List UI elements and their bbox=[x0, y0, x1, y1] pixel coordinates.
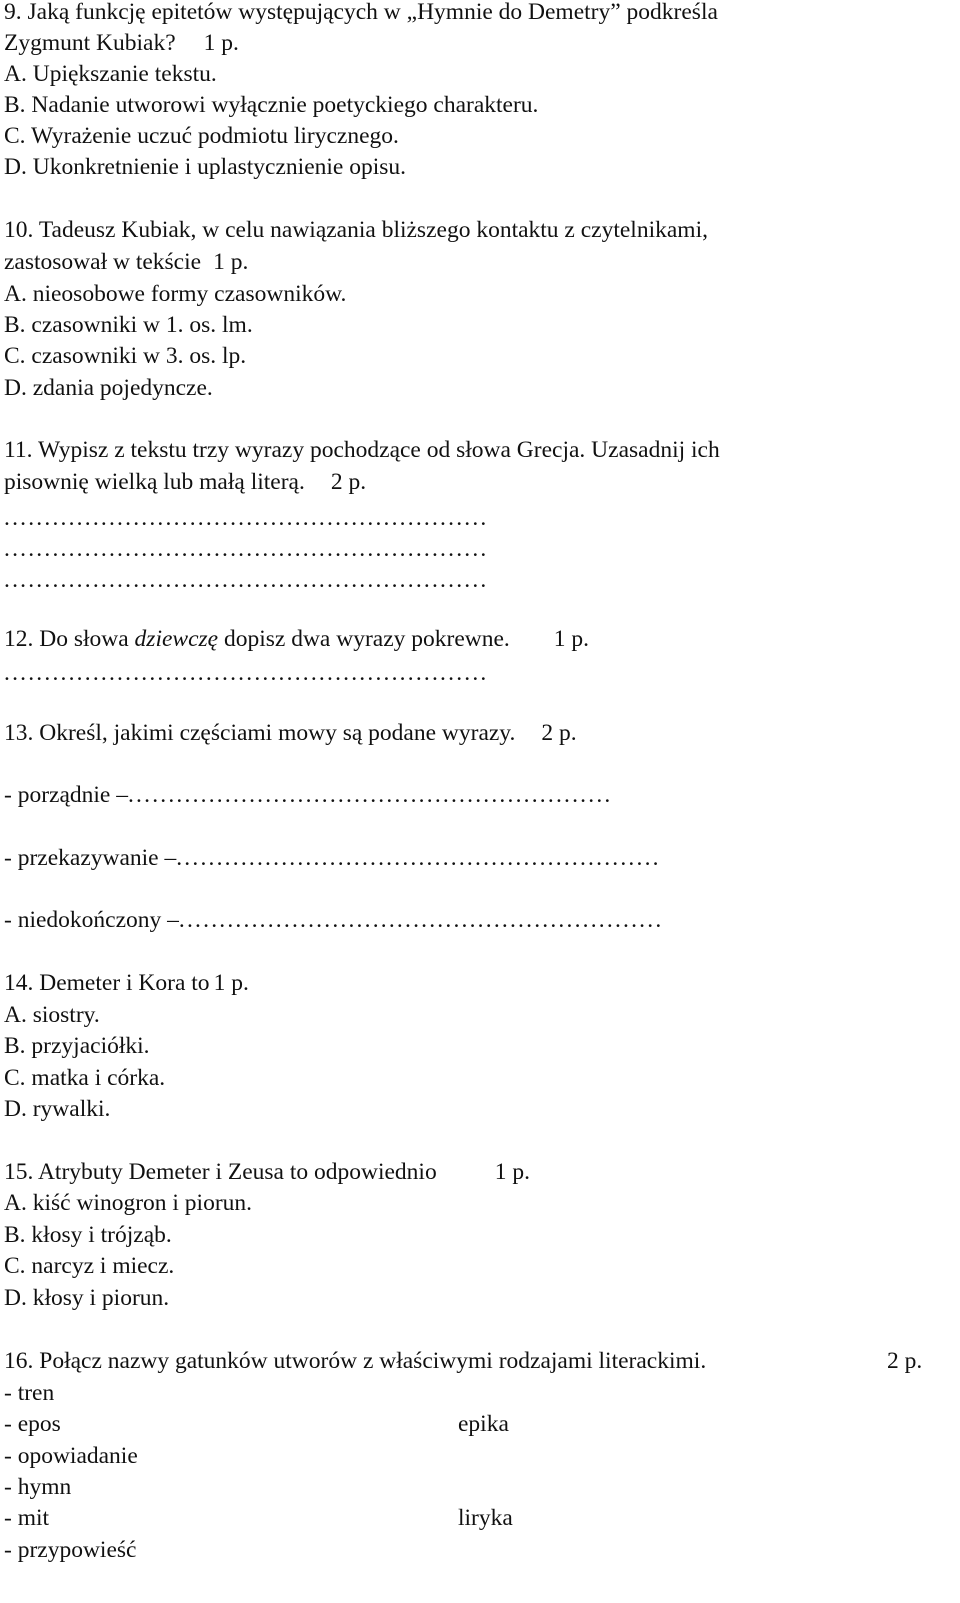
q13-item-2-label: - przekazywanie – bbox=[4, 845, 177, 871]
q16-genre-opowiadanie: - opowiadanie bbox=[4, 1443, 138, 1469]
q12-line bbox=[4, 623, 589, 655]
q16-genre-tren: - tren bbox=[4, 1380, 55, 1406]
q13-item-niedokonczony bbox=[4, 904, 934, 936]
q13-item-1-label: - porządnie – bbox=[4, 782, 128, 808]
q14-option-d: D. rywalki. bbox=[4, 1096, 111, 1122]
q15-option-c: C. narcyz i miecz. bbox=[4, 1253, 175, 1279]
q10-option-d: D. zdania pojedyncze. bbox=[4, 375, 213, 401]
q13-points: 2 p. bbox=[541, 720, 577, 746]
q12-prefix: 12. Do słowa bbox=[4, 626, 135, 652]
q16-genre-hymn: - hymn bbox=[4, 1474, 72, 1500]
q15-option-d: D. kłosy i piorun. bbox=[4, 1285, 170, 1311]
q16-genre-epos: - epos bbox=[4, 1411, 61, 1437]
q14-text: 14. Demeter i Kora to bbox=[4, 970, 210, 996]
q9-line2 bbox=[4, 27, 239, 59]
q12-word: dziewczę bbox=[134, 626, 219, 652]
q13-item-3-label: - niedokończony – bbox=[4, 907, 179, 933]
q15-points: 1 p. bbox=[494, 1159, 530, 1185]
q12-answer-line: ............................................................ bbox=[4, 660, 489, 686]
q14-points: 1 p. bbox=[213, 970, 249, 996]
q16-kind-liryka: liryka bbox=[458, 1505, 513, 1531]
q11-answer-line-2: ............................................................ bbox=[4, 536, 489, 562]
q16-line: 16. Połącz nazwy gatunków utworów z właściwymi rodzajami literackimi. bbox=[4, 1348, 707, 1374]
q13-text: 13. Określ, jakimi częściami mowy są podane wyrazy. bbox=[4, 720, 516, 746]
q11-line1: 11. Wypisz z tekstu trzy wyrazy pochodzące od słowa Grecja. Uzasadnij ich bbox=[4, 437, 720, 463]
q14-option-a: A. siostry. bbox=[4, 1002, 100, 1028]
q10-option-c: C. czasowniki w 3. os. lp. bbox=[4, 343, 247, 369]
q10-points: 1 p. bbox=[213, 249, 249, 275]
q16-kind-epika: epika bbox=[458, 1411, 509, 1437]
q10-line2 bbox=[4, 246, 248, 278]
q12-points: 1 p. bbox=[553, 626, 590, 652]
q13-item-1-dots: ............................................................ bbox=[127, 782, 613, 808]
q9-line2-text: Zygmunt Kubiak? bbox=[4, 30, 176, 56]
q9-option-a: A. Upiększanie tekstu. bbox=[4, 61, 217, 87]
q13-item-2-dots: ............................................................ bbox=[176, 845, 661, 871]
q16-genre-przypowiesc: - przypowieść bbox=[4, 1537, 137, 1563]
q11-answer-line-3: ............................................................ bbox=[4, 567, 489, 593]
q12-suffix: dopisz dwa wyrazy pokrewne. bbox=[218, 626, 510, 652]
q15-option-a: A. kiść winogron i piorun. bbox=[4, 1190, 253, 1216]
q16-genre-mit: - mit bbox=[4, 1505, 50, 1531]
q9-option-b: B. Nadanie utworowi wyłącznie poetyckiego charakteru. bbox=[4, 92, 539, 118]
q13-item-porzadnie bbox=[4, 779, 934, 811]
q11-points: 2 p. bbox=[330, 469, 367, 495]
q14-line bbox=[4, 967, 249, 999]
q9-option-d: D. Ukonkretnienie i uplastycznienie opisu. bbox=[4, 154, 407, 180]
q10-option-a: A. nieosobowe formy czasowników. bbox=[4, 281, 347, 307]
q9-line1: 9. Jaką funkcję epitetów występujących w „Hymnie do Demetry” podkreśla bbox=[4, 0, 718, 25]
q11-line2 bbox=[4, 466, 366, 498]
q11-answer-line-1: ............................................................ bbox=[4, 505, 489, 531]
q14-option-c: C. matka i córka. bbox=[4, 1065, 166, 1091]
q9-option-c: C. Wyrażenie uczuć podmiotu lirycznego. bbox=[4, 123, 399, 149]
q15-option-b: B. kłosy i trójząb. bbox=[4, 1222, 172, 1248]
q14-option-b: B. przyjaciółki. bbox=[4, 1033, 150, 1059]
q16-points: 2 p. bbox=[887, 1348, 923, 1374]
q9-points: 1 p. bbox=[203, 30, 239, 56]
q13-line bbox=[4, 717, 577, 749]
q11-line2-text: pisownię wielką lub małą literą. bbox=[4, 469, 305, 495]
q15-text: 15. Atrybuty Demeter i Zeusa to odpowiednio bbox=[4, 1159, 437, 1185]
q10-line2-text: zastosował w tekście bbox=[4, 249, 202, 275]
q10-line1: 10. Tadeusz Kubiak, w celu nawiązania bliższego kontaktu z czytelnikami, bbox=[4, 217, 708, 243]
q15-line bbox=[4, 1156, 530, 1188]
q13-item-3-dots: ............................................................ bbox=[178, 907, 664, 933]
q10-option-b: B. czasowniki w 1. os. lm. bbox=[4, 312, 253, 338]
q13-item-przekazywanie bbox=[4, 842, 934, 874]
